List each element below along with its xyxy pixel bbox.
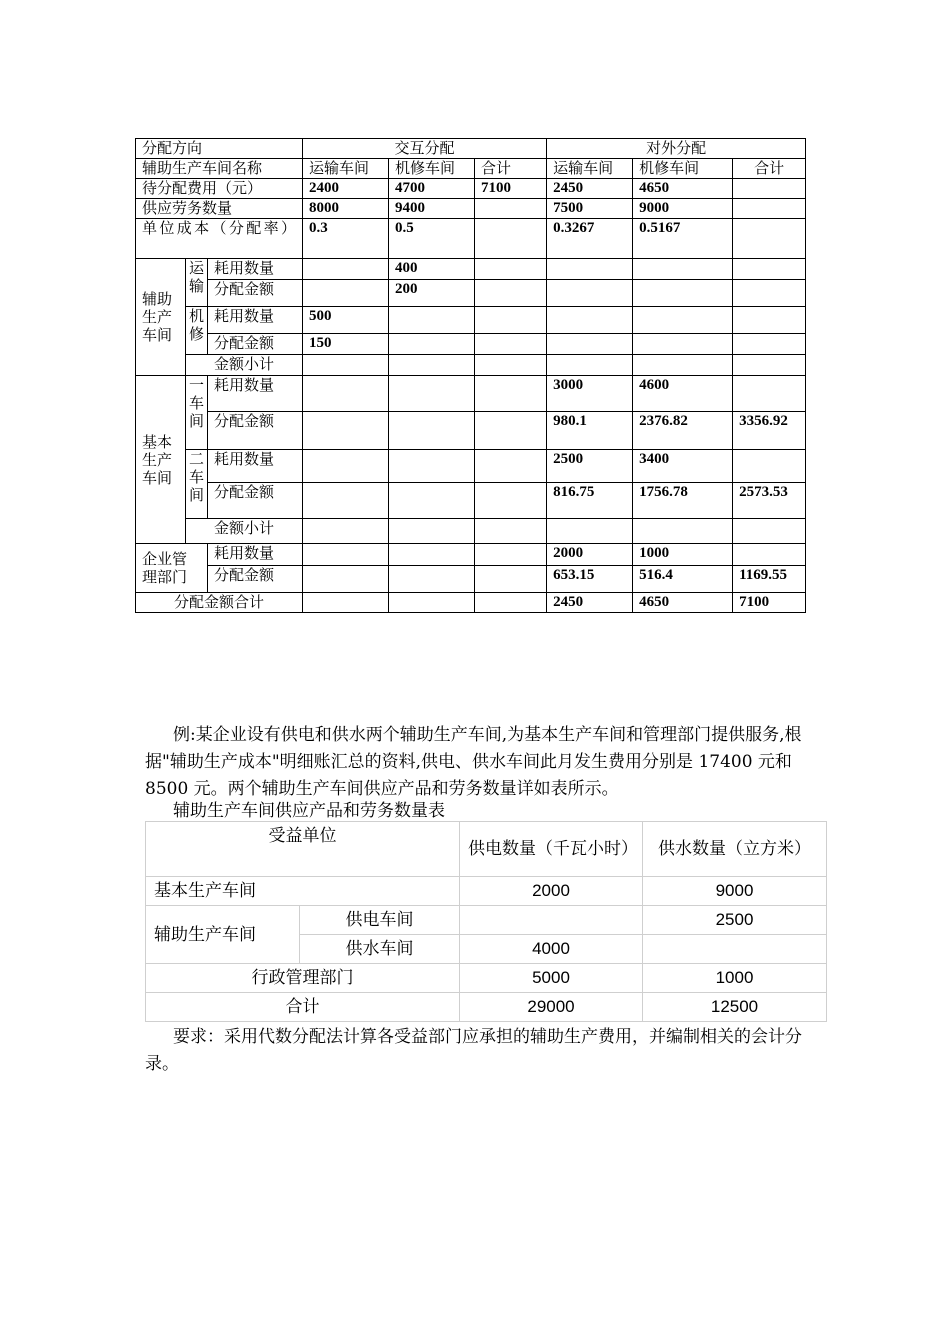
cell: 9000 <box>633 199 733 219</box>
header-power: 供电数量（千瓦小时） <box>460 822 643 877</box>
cell <box>389 544 475 566</box>
cell <box>547 259 633 280</box>
cell <box>733 334 806 355</box>
row-aux-label: 辅助生产车间 <box>146 906 300 964</box>
cell: 7500 <box>547 199 633 219</box>
header-workshop-name: 辅助生产车间名称 <box>136 159 303 179</box>
cell <box>303 593 389 613</box>
cell <box>389 593 475 613</box>
cell <box>475 219 547 259</box>
cell: 2500 <box>547 450 633 483</box>
cell: 4700 <box>389 179 475 199</box>
cell <box>303 544 389 566</box>
cell <box>643 935 827 964</box>
cell <box>733 544 806 566</box>
alloc-label: 分配金额 <box>208 483 303 519</box>
row-admin-label: 行政管理部门 <box>146 964 460 993</box>
cell <box>303 483 389 519</box>
cell: 0.5 <box>389 219 475 259</box>
cell: 1000 <box>633 544 733 566</box>
aux-repair-label: 机修 <box>186 307 208 355</box>
col-total: 合计 <box>733 159 806 179</box>
allocation-table <box>135 138 806 613</box>
cell <box>733 280 806 307</box>
row-basic-label: 基本生产车间 <box>146 877 460 906</box>
cell: 4650 <box>633 179 733 199</box>
cell <box>475 307 547 334</box>
cell <box>389 307 475 334</box>
cell <box>303 280 389 307</box>
cell: 9000 <box>643 877 827 906</box>
row-unit-cost-label: 单位成本（分配率） <box>136 219 303 259</box>
cell: 2376.82 <box>633 412 733 450</box>
cell <box>475 334 547 355</box>
cell: 0.5167 <box>633 219 733 259</box>
cell <box>733 259 806 280</box>
cell <box>633 334 733 355</box>
cell: 516.4 <box>633 566 733 593</box>
row-total-label: 合计 <box>146 993 460 1022</box>
col-repair: 机修车间 <box>633 159 733 179</box>
alloc-label: 分配金额 <box>208 334 303 355</box>
cell: 4000 <box>460 935 643 964</box>
aux-group-label: 辅助生产车间 <box>136 259 186 376</box>
cell: 653.15 <box>547 566 633 593</box>
cell: 1169.55 <box>733 566 806 593</box>
alloc-label: 分配金额 <box>208 280 303 307</box>
cell: 2000 <box>547 544 633 566</box>
cell: 1756.78 <box>633 483 733 519</box>
cell: 2400 <box>303 179 389 199</box>
cell <box>633 280 733 307</box>
row-qty-label: 供应劳务数量 <box>136 199 303 219</box>
basic-ws1-label: 一车间 <box>186 376 208 450</box>
cell <box>733 179 806 199</box>
consume-label: 耗用数量 <box>208 307 303 334</box>
cell <box>389 566 475 593</box>
cell <box>389 334 475 355</box>
cell: 1000 <box>643 964 827 993</box>
cell: 2500 <box>643 906 827 935</box>
row-water-ws-label: 供水车间 <box>300 935 460 964</box>
cell <box>733 219 806 259</box>
cell: 2450 <box>547 179 633 199</box>
supply-quantity-table <box>145 821 827 1022</box>
header-water: 供水数量（立方米） <box>643 822 827 877</box>
subtotal-label: 金额小计 <box>186 519 303 544</box>
cell <box>475 483 547 519</box>
cell: 29000 <box>460 993 643 1022</box>
cell <box>389 376 475 412</box>
aux-transport-label: 运输 <box>186 259 208 307</box>
cell <box>303 376 389 412</box>
example-paragraph <box>145 722 807 803</box>
alloc-label: 分配金额 <box>208 412 303 450</box>
cell <box>475 199 547 219</box>
cell <box>303 259 389 280</box>
table2-title-text: 辅助生产车间供应产品和劳务数量表 <box>173 801 445 821</box>
col-transport: 运输车间 <box>303 159 389 179</box>
cell <box>303 566 389 593</box>
header-beneficiary: 受益单位 <box>146 822 460 877</box>
cell <box>475 566 547 593</box>
cell: 4650 <box>633 593 733 613</box>
alloc-label: 分配金额 <box>208 566 303 593</box>
cell <box>303 412 389 450</box>
consume-label: 耗用数量 <box>208 544 303 566</box>
consume-label: 耗用数量 <box>208 450 303 483</box>
cell: 500 <box>303 307 389 334</box>
row-power-ws-label: 供电车间 <box>300 906 460 935</box>
col-total: 合计 <box>475 159 547 179</box>
header-external: 对外分配 <box>547 139 806 159</box>
cell <box>475 280 547 307</box>
cell: 7100 <box>733 593 806 613</box>
mgmt-group-label: 企业管理部门 <box>136 544 208 593</box>
cell <box>475 412 547 450</box>
cell: 5000 <box>460 964 643 993</box>
cell <box>475 593 547 613</box>
requirement-paragraph <box>145 1024 807 1078</box>
cell <box>733 450 806 483</box>
cell <box>389 450 475 483</box>
cell <box>547 307 633 334</box>
cell: 816.75 <box>547 483 633 519</box>
subtotal-label: 金额小计 <box>186 355 303 376</box>
cell: 2573.53 <box>733 483 806 519</box>
consume-label: 耗用数量 <box>208 259 303 280</box>
cell: 400 <box>389 259 475 280</box>
cell <box>633 259 733 280</box>
cell: 0.3 <box>303 219 389 259</box>
col-transport: 运输车间 <box>547 159 633 179</box>
col-repair: 机修车间 <box>389 159 475 179</box>
cell: 200 <box>389 280 475 307</box>
cell <box>475 376 547 412</box>
cell <box>733 376 806 412</box>
basic-group-label: 基本生产车间 <box>136 376 186 544</box>
cell: 12500 <box>643 993 827 1022</box>
cell: 980.1 <box>547 412 633 450</box>
cell: 7100 <box>475 179 547 199</box>
row-cost-label: 待分配费用（元） <box>136 179 303 199</box>
cell: 2450 <box>547 593 633 613</box>
consume-label: 耗用数量 <box>208 376 303 412</box>
cell: 2000 <box>460 877 643 906</box>
example-text: 例:某企业设有供电和供水两个辅助生产车间,为基本生产车间和管理部门提供服务,根据"辅助生产成本"明细账汇总的资料,供电、供水车间此月发生费用分别是 17400 元和 8500 元。两个辅助生产车间供应产品和劳务数量详如表所示。 <box>145 725 802 799</box>
cell: 150 <box>303 334 389 355</box>
cell: 3000 <box>547 376 633 412</box>
cell <box>389 483 475 519</box>
cell: 8000 <box>303 199 389 219</box>
cell <box>303 450 389 483</box>
cell: 9400 <box>389 199 475 219</box>
cell <box>733 307 806 334</box>
grand-total-label: 分配金额合计 <box>136 593 303 613</box>
cell <box>475 544 547 566</box>
cell <box>460 906 643 935</box>
header-mutual: 交互分配 <box>303 139 547 159</box>
cell <box>389 412 475 450</box>
cell <box>475 259 547 280</box>
basic-ws2-label: 二车间 <box>186 450 208 519</box>
cell: 4600 <box>633 376 733 412</box>
cell <box>475 450 547 483</box>
cell <box>733 199 806 219</box>
requirement-text: 要求：采用代数分配法计算各受益部门应承担的辅助生产费用，并编制相关的会计分录。 <box>145 1027 802 1074</box>
cell: 3356.92 <box>733 412 806 450</box>
cell <box>633 307 733 334</box>
header-direction: 分配方向 <box>136 139 303 159</box>
cell: 3400 <box>633 450 733 483</box>
cell: 0.3267 <box>547 219 633 259</box>
cell <box>547 280 633 307</box>
cell <box>547 334 633 355</box>
